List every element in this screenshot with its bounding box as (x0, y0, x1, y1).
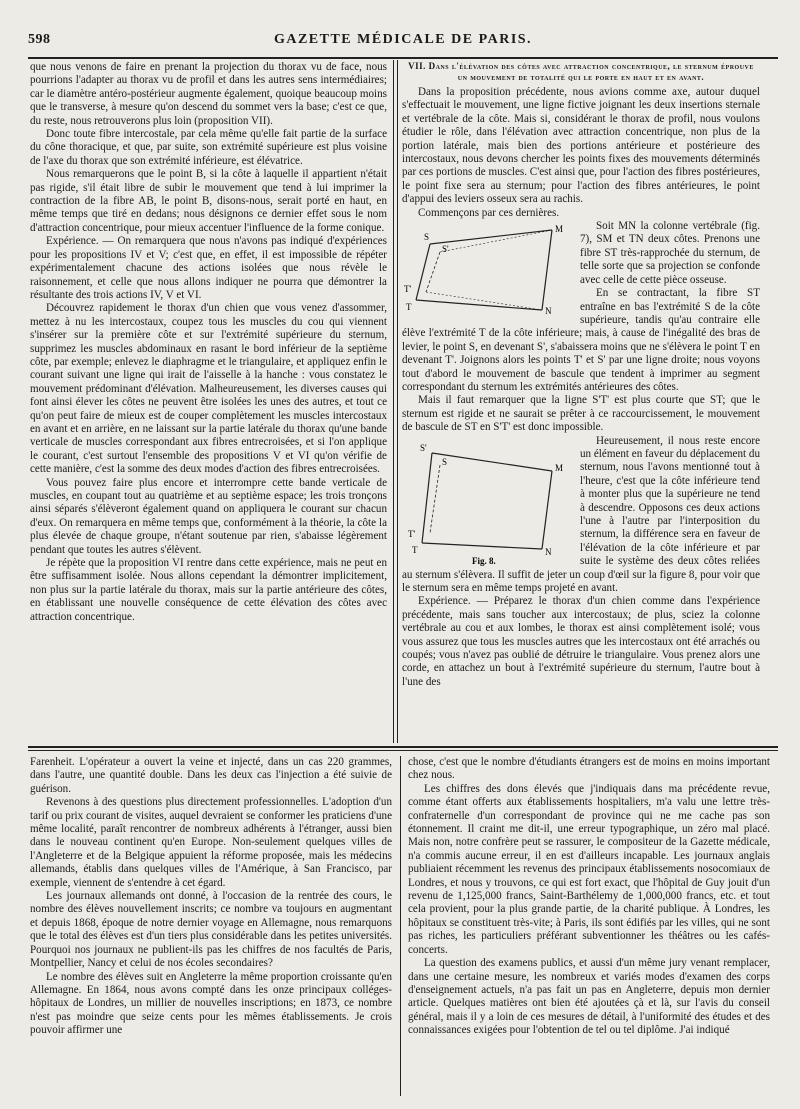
figure-8-caption: Fig. 8. (472, 555, 496, 566)
paragraph: Vous pouvez faire plus encore et interrompre cette bande verticale de muscles, en coupant tout au quatrième et au septième espace; les trois tronçons ainsi séparés s'élèveront également quand on appliquera le courant sur chacun d'eux. On remarquera en même temps que, conformément à la théorie, la côte la plus élevée de chaque groupe, n'étant soutenue par rien, s'abaisse légèrement pendant que toutes les autres s'élèvent. (30, 476, 387, 556)
page-number: 598 (28, 32, 51, 47)
column-divider-inner (397, 60, 398, 743)
figure-8-diagram (402, 437, 572, 567)
fig8-label-m: M (555, 462, 564, 473)
fig7-label-n: N (545, 306, 552, 317)
paragraph: La question des examens publics, et aussi d'un même jury venant remplacer, dans une certaine mesure, les nombreux et variés modes d'examen des corps d'enseignement actuels, n'a pas fait un pas en Angleterre, depuis mon dernier article. Quelques matières ont bien été ajoutées çà et là, sur l'avis du conseil général, mais il y a loin de ces mesures de détail, à l'uniformité des études et des connaissances exigées pour l'obtention de tel ou tel diplôme. J'ai indiqué (408, 957, 770, 1037)
header-rule (28, 57, 778, 59)
paragraph: Dans la proposition précédente, nous avions comme axe, autour duquel s'effectuait le mouvement, une ligne fictive joignant les deux insertions sternale et vertébrale de la côte. Mais si, considérant le thorax de profil, nous voulons étudier le rôle, dans l'élévation avec attraction concentrique, non plus de la portion latérale, mais bien des portions antérieure et postérieure des intercostaux, nous devons chercher les points fixes des mouvements déterminés par ces portions de muscles. C'est ainsi que, pour l'action des fibres postérieures, le point fixe sera au sternum; pour l'action des fibres antérieures, le point d'appui des leviers osseux sera au rachis. (402, 86, 760, 206)
fig8-label-t: T (412, 544, 418, 555)
feuilleton-right-column (408, 756, 770, 1101)
paragraph: Mais il faut remarquer que la ligne S'T' est plus courte que ST; que le sternum est rigide et ne saurait se prêter à ce raccourcissement, le mouvement de bascule de ST en S'T' est donc impossible. (402, 394, 760, 434)
section-title: VII. Dans l'élévation des côtes avec attraction concentrique, le sternum éprouve un mouvement de totalité qui le porte en haut et en avant. (408, 61, 754, 82)
paragraph: Les chiffres des dons élevés que j'indiquais dans ma précédente revue, comme étant offerts aux établissements hospitaliers, m'a valu une lettre très-confraternelle d'un correspondant de province qui ne me cache pas son étonnement. Il craint me dit-il, une erreur typographique, un zéro mal placé. Mais non, notre confrère peut se rassurer, le compositeur de la Gazette médicale, n'a commis aucune erreur, il en est d'ailleurs incapable. Les journaux anglais publiaient récemment les revenus des principaux établissements nosocomiaux de Londres, et nous y trouvons, ce qui est fort exact, que l'hôpital de Guy jouit d'un revenu de 1,125,000 francs, Saint-Barthélemy de 1,000,000 francs, etc. et tout cela provient, pour la plus grande partie, de la charité publique. À Londres, les hôpitaux se constituent très-vite; à Paris, ils sont édifiés par les villes, qui ne sont pas riches, les particuliers préférant subventionner les théâtres ou les cafés-concerts. (408, 782, 770, 956)
paragraph: En se contractant, la fibre ST entraîne en bas l'extrémité S de la côte supérieure, tandis qu'au contraire elle élève l'extrémité T de la côte inférieure; mais, à cause de l'inégalité des bras de levier, le point S, en devenant S', s'abaissera moins que ne s'élèvera le point T en devenant T'. Joignons alors les points T' et S' par une ligne droite; nous voyons tout d'abord le mouvement de bascule que tendent à imprimer au segment correspondant du sternum les extrémités antérieures des côtes. (402, 287, 760, 393)
paragraph: que nous venons de faire en prenant la projection du thorax vu de face, nous pourrions l'adapter au thorax vu de profil et dans les autres sens intermédiaires; car le diamètre antéro-postérieur augmente également, quoique beaucoup moins que le transverse, à mesure qu'on descend du sommet vers la base; c'est ce que, du reste, nous retrouverons plus loin (proposition VII). (30, 61, 387, 127)
fig8-label-n: N (545, 546, 552, 557)
column-divider (393, 60, 394, 743)
paragraph: Donc toute fibre intercostale, par cela même qu'elle fait partie de la surface du cône thoracique, et que, par suite, son extrémité supérieure est plus voisine de l'axe du thorax que son extrémité inférieure, est élévatrice. (30, 128, 387, 167)
journal-title: GAZETTE MÉDICALE DE PARIS. (273, 32, 533, 47)
paragraph: Expérience. — On remarquera que nous n'avons pas indiqué d'expériences pour les propositions IV et V; c'est que, en effet, il est impossible de répéter expérimentalement chacune des actions isolées que nous révèle le raisonnement, et celle que nous allons indiquer ne pourra que démontrer la résultante des trois actions IV, V et VI. (30, 235, 387, 301)
fig8-label-s-prime: S' (420, 442, 427, 453)
paragraph: Je répète que la proposition VI rentre dans cette expérience, mais ne peut en être suffisamment isolée. Nous allons cependant la démontrer implicitement, non plus sur la partie latérale du thorax, mais sur la partie antérieure des côtes, en établissant une nouvelle conséquence de cette élévation des côtes avec attraction concentrique. (30, 557, 387, 623)
paragraph: Expérience. — Préparez le thorax d'un chien comme dans l'expérience précédente, mais sans toucher aux intercostaux; de plus, sciez la colonne vertébrale au cou et aux lombes, le thorax est ainsi complètement isolé; vous vous assurez que tous les muscles autres que les intercostaux ont été arrachés ou coupés; vous n'avez pas oublié de détruire le triangulaire. Vous prenez alors une corde, en attachez un bout à l'extrémité supérieure du sternum, l'autre bout à l'une des (402, 595, 760, 688)
fig7-label-m: M (555, 224, 564, 235)
fig7-label-s: S (424, 232, 430, 243)
paragraph: Découvrez rapidement le thorax d'un chien que vous venez d'assommer, mettez à nu les intercostaux, coupez tous les muscles du cou qui viennent s'insérer sur la première côte et sur l'extrémité supérieure du sternum, supprimez les muscles abdominaux en rasant le bord inférieur de la septième côte, par exemple; enlevez le diaphragme et le triangulaire, et appliquez enfin le courant suivant une ligne qui irait de l'aisselle à la hanche : vous constatez le mouvement prédominant d'élévation. Malheureusement, les diverses causes qui font ainsi élever les côtes ne peuvent être isolées les unes des autres, et tout ce qu'on peut faire de mieux est de couper complètement les muscles intercostaux en avant et en arrière, en ne laissant sur la partie latérale du thorax qu'une bande verticale de muscles correspondant aux fibres entrecroisées, et si l'on applique le courant, c'est surtout l'ensemble des propositions V et VI qu'on vérifie de cette manière, c'est la somme des deux modes d'action des fibres entrecroisées. (30, 302, 387, 476)
paragraph: Farenheit. L'opérateur a ouvert la veine et injecté, dans un cas 220 grammes, dans l'autre, une quantité double. Dans les deux cas l'injection a été suivie de guérison. (30, 756, 392, 795)
feuilleton-left-column (30, 756, 392, 1101)
figure-7 (402, 222, 572, 322)
feuilleton-divider (400, 756, 401, 1096)
feuilleton-rule-thin (28, 750, 778, 751)
fig8-label-t-prime: T' (408, 528, 416, 539)
fig8-label-s: S (442, 456, 448, 467)
paragraph: Nous remarquerons que le point B, si la côte à laquelle il appartient n'était pas rigide, s'il était libre de subir le mouvement que tend à lui imprimer la contraction de la fibre AB, le point B, disons-nous, serait porté en haut, en même temps que tiré en dedans; nous désignons ce dernier effet sous le nom d'attraction concentrique, pour mieux accentuer l'influence de la forme conique. (30, 168, 387, 234)
paragraph: Revenons à des questions plus directement professionnelles. L'adoption d'un tarif ou prix courant de visites, auquel devraient se conformer les praticiens d'une même localité, paraît rencontrer de nombreux adhérents à l'étranger, aussi bien dans le nouveau continent qu'en Europe. Non-seulement quelques villes de l'Angleterre et de la Belgique appuient la réforme proposée, mais les médecins allemands, établis dans quelques villes de l'Amérique, à San Francisco, par exemple, viennent de s'entendre à cet égard. (30, 796, 392, 889)
paragraph: Soit MN la colonne vertébrale (fig. 7), SM et TN deux côtes. Prenons une fibre ST très-rapprochée du sternum, de telle sorte que sa projection se confonde avec celle de cette pièce osseuse. (580, 220, 760, 286)
feuilleton-rule (28, 746, 778, 748)
fig7-label-t: T (406, 302, 412, 313)
paragraph: Le nombre des élèves suit en Angleterre la même proportion croissante qu'en Allemagne. En 1864, nous avons compté dans les onze principaux colléges-hôpitaux de Londres, un millier de nouvelles inscriptions; en 1873, ce nombre n'est pas moindre que seize cents pour les mêmes établissements. Je crois pouvoir affirmer une (30, 970, 392, 1037)
paragraph: chose, c'est que le nombre d'étudiants étrangers est de moins en moins important chez nous. (408, 756, 770, 782)
fig7-label-t-prime: T' (404, 284, 412, 295)
fig7-label-s-prime: S' (442, 244, 449, 255)
figure-8 (402, 437, 572, 567)
paragraph: Heureusement, il nous reste encore un élément en faveur du déplacement du sternum, nous l'avons mentionné tout à l'heure, c'est que la côte inférieure tend à monter plus que la supérieure ne tend à descendre. Opposons ces deux actions l'une à l'autre par l'interposition du sternum, la différence sera en faveur de l'élévation de la côte inférieure et par suite le système des deux côtes reliées au sternum s'élèvera. Il suffit de jeter un coup d'œil sur la figure 8, pour voir que le sternum sera en même temps projeté en avant. (402, 434, 760, 595)
paragraph: Les journaux allemands ont donné, à l'occasion de la rentrée des cours, le nombre des élèves nouvellement inscrits; ce nombre va toujours en augmentant et depuis 1868, époque de notre dernier voyage en Allemagne, nous remarquons que le total des élèves est d'un tiers plus considérable dans les petites universités. Pourquoi nos journaux ne publient-ils pas les chiffres de nos facultés de Paris, Montpellier, Nancy et celui de nos écoles secondaires? (30, 890, 392, 970)
paragraph: Commençons par ces dernières. (418, 206, 560, 219)
right-column (402, 61, 760, 743)
page-header (28, 30, 778, 52)
left-column (30, 61, 387, 743)
figure-7-diagram (402, 222, 572, 322)
